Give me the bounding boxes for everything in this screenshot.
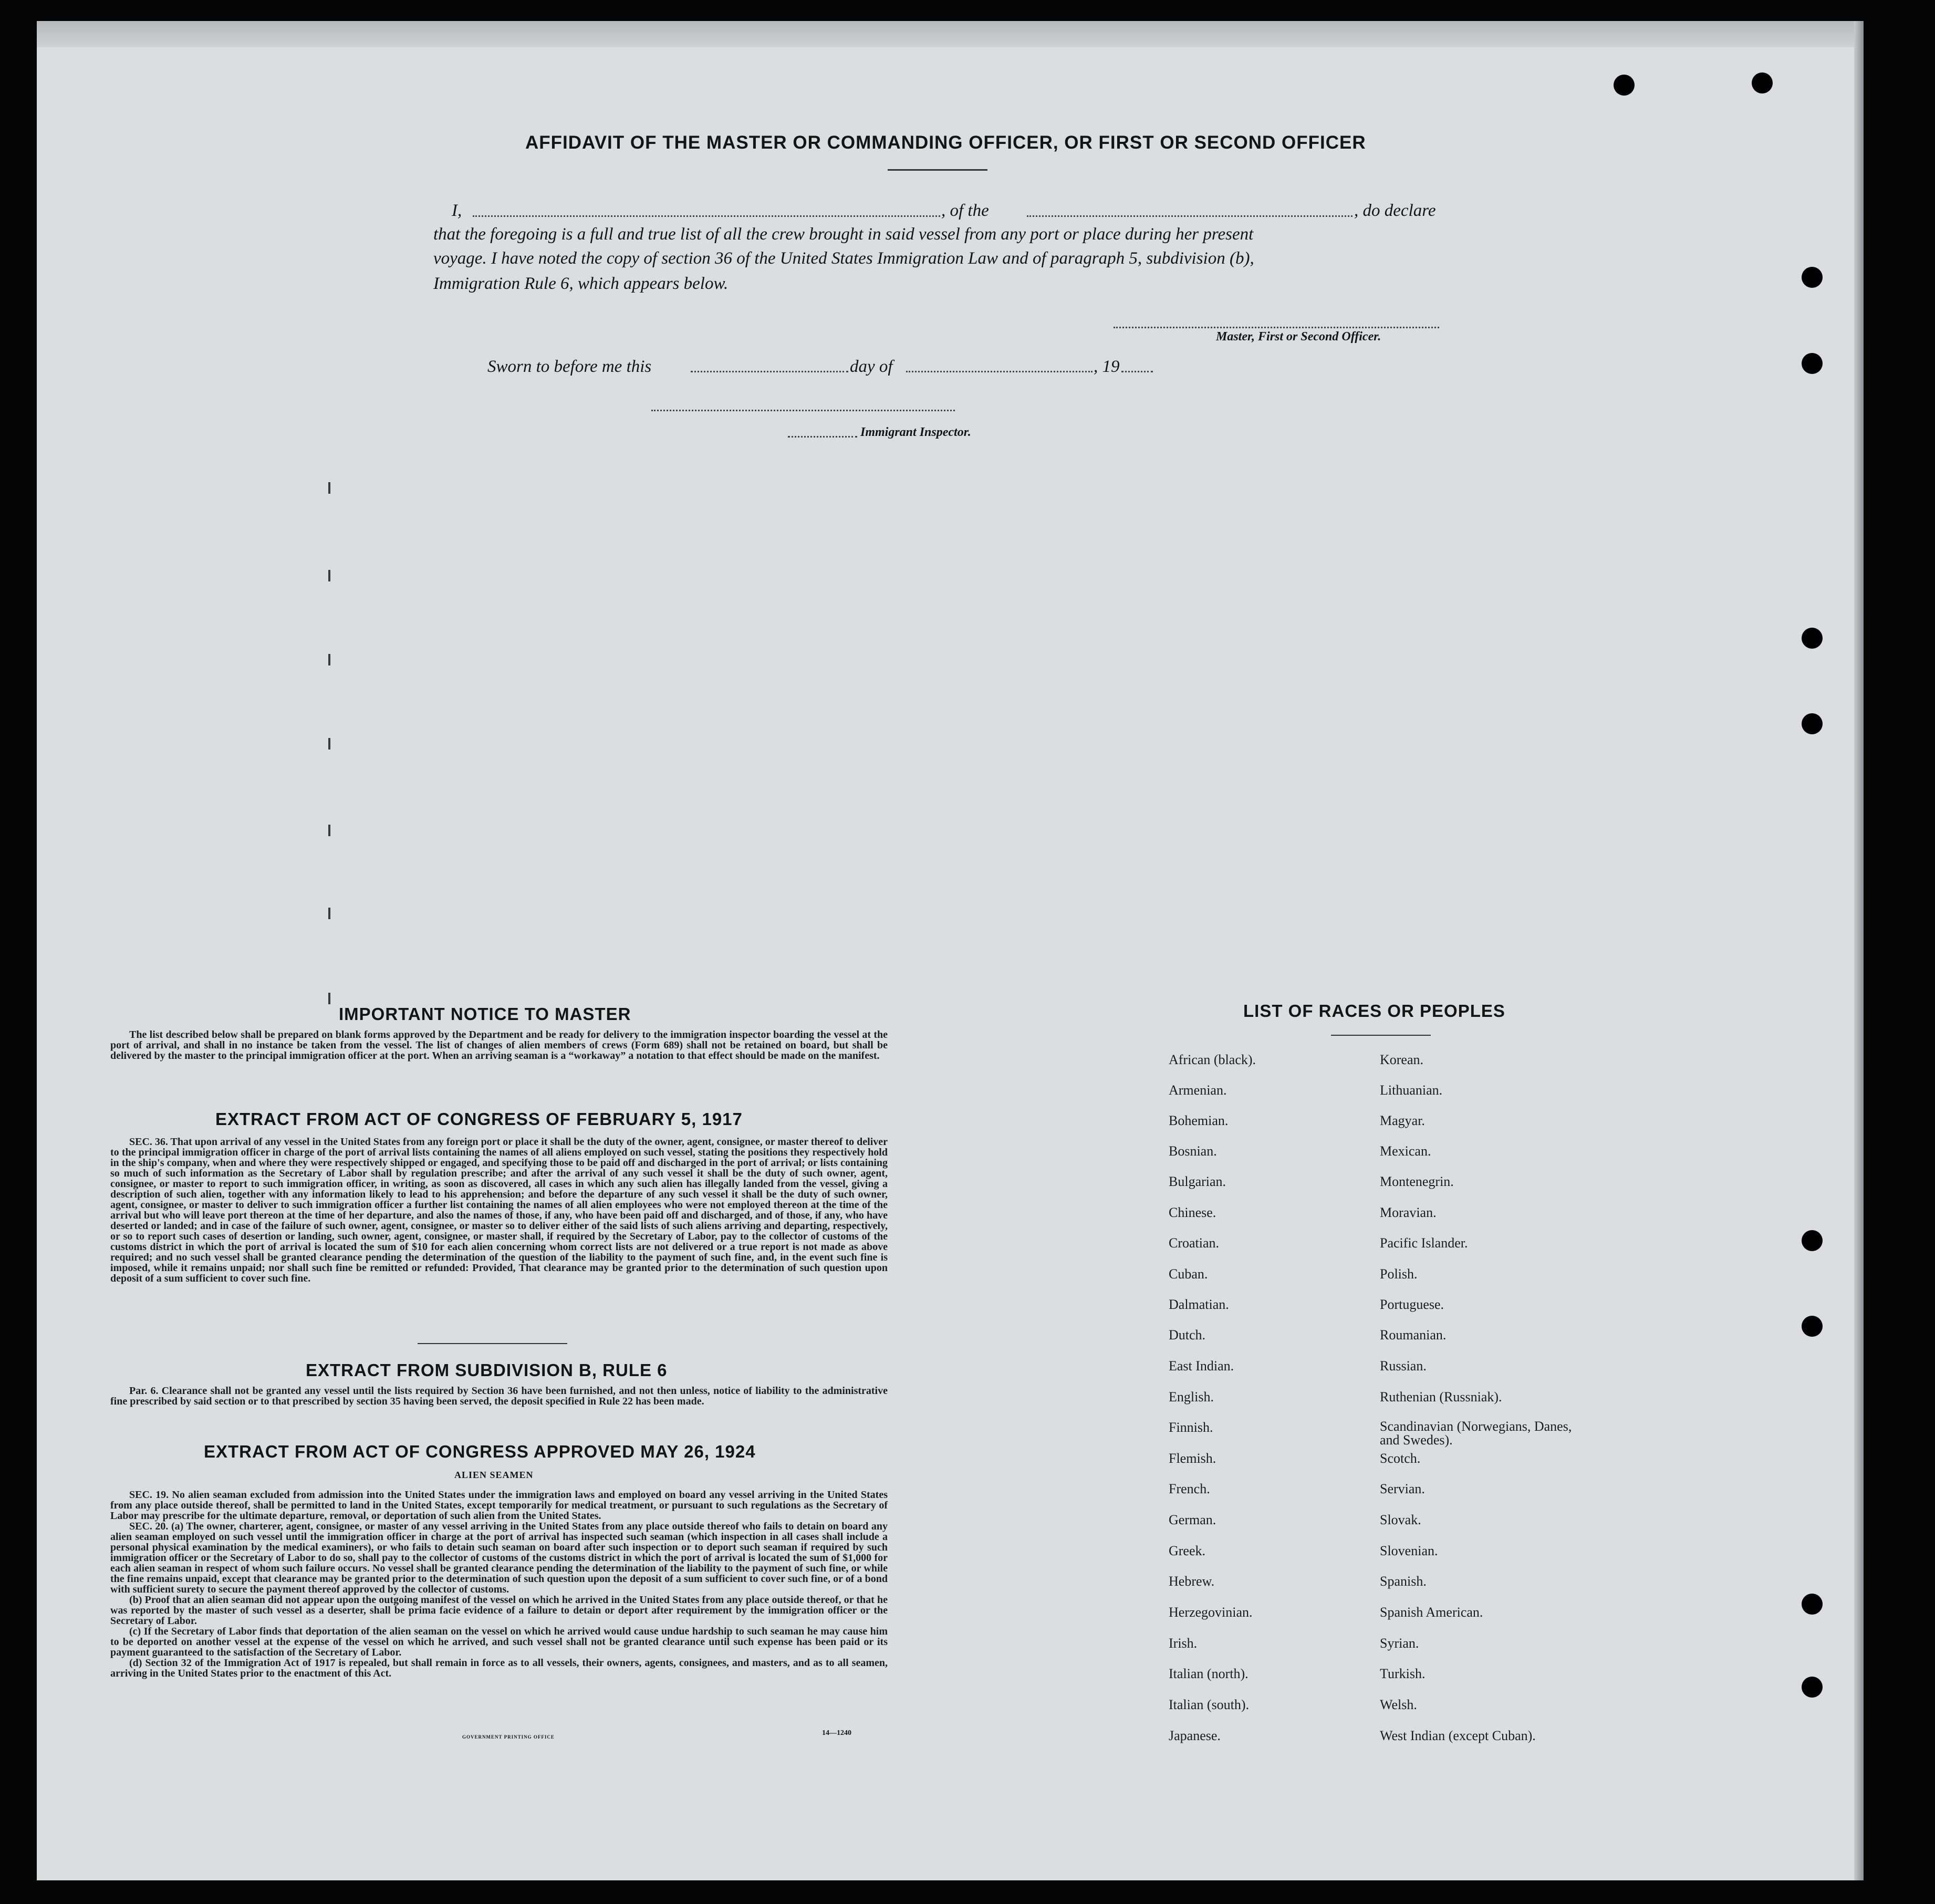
punch-hole xyxy=(1802,1677,1823,1698)
race-item-left: Italian (north). xyxy=(1169,1666,1249,1681)
race-item-right: Slovak. xyxy=(1380,1512,1421,1527)
races-divider xyxy=(1331,1035,1431,1036)
sworn-text: Sworn to before me this xyxy=(487,357,652,376)
printer-imprint: GOVERNMENT PRINTING OFFICE xyxy=(462,1734,555,1740)
year-text: , 19 xyxy=(1094,357,1120,376)
race-item-right: Scotch. xyxy=(1380,1451,1421,1466)
punch-hole xyxy=(1802,1316,1823,1337)
sec-19-paragraph: SEC. 19. No alien seaman excluded from admission into the United States under the immigration laws and employed on board any vessel arriving in the United States from any place outside thereof, shall be permitted to land in the United States, except temporarily for medical treatment, or pursuant to such regulations as the Secretary of Labor may prescribe for the ultimate departure, removal, or deportation of such alien from the United States. xyxy=(110,1489,888,1522)
affidavit-line-2: that the foregoing is a full and true list of all the crew brought in said vessel from any port or place during her present xyxy=(433,225,1254,244)
race-item-right: Welsh. xyxy=(1380,1697,1417,1712)
race-item-right: Slovenian. xyxy=(1380,1543,1438,1558)
race-item-left: Hebrew. xyxy=(1169,1574,1215,1589)
affidavit-line-3: voyage. I have noted the copy of section 36 of the United States Immigration Law and of paragraph 5, subdivision (b), xyxy=(433,249,1254,268)
races-title: LIST OF RACES OR PEOPLES xyxy=(1243,1001,1505,1021)
race-item-left: Bulgarian. xyxy=(1169,1174,1226,1189)
name-blank xyxy=(473,215,940,217)
ruling-tick xyxy=(328,825,330,836)
race-item-right: Scandinavian (Norwegians, Danes, and Swedes). xyxy=(1380,1419,1572,1448)
sec-20d-paragraph: (d) Section 32 of the Immigration Act of 1917 is repealed, but shall remain in force as to all vessels, their owners, agents, consignees, and masters, and as to all seamen, arriving in the United States prior to the enactment of this Act. xyxy=(110,1657,888,1679)
ruling-tick xyxy=(328,654,330,665)
punch-hole xyxy=(1802,1594,1823,1615)
race-item-right: West Indian (except Cuban). xyxy=(1380,1728,1536,1743)
inspector-lead-line xyxy=(788,436,857,438)
race-item-left: Finnish. xyxy=(1169,1420,1213,1435)
race-item-right: Montenegrin. xyxy=(1380,1174,1454,1189)
race-item-left: German. xyxy=(1169,1512,1216,1527)
rule6-title: EXTRACT FROM SUBDIVISION B, RULE 6 xyxy=(306,1360,668,1380)
race-item-left: Chinese. xyxy=(1169,1205,1216,1220)
year-blank xyxy=(1121,371,1153,372)
race-item-left: Bosnian. xyxy=(1169,1143,1217,1159)
master-caption: Master, First or Second Officer. xyxy=(1216,330,1381,344)
race-item-right: Magyar. xyxy=(1380,1113,1425,1128)
punch-hole xyxy=(1802,267,1823,288)
inspector-signature-line xyxy=(651,410,955,411)
race-item-left: African (black). xyxy=(1169,1052,1256,1067)
affidavit-declare: , do declare xyxy=(1354,201,1436,220)
punch-hole xyxy=(1802,353,1823,374)
affidavit-of-the: , of the xyxy=(941,201,989,220)
affidavit-line-4: Immigration Rule 6, which appears below. xyxy=(433,274,729,293)
affidavit-i: I, xyxy=(452,201,462,220)
race-item-left: Herzegovinian. xyxy=(1169,1605,1253,1620)
extract-1917-text: SEC. 36. That upon arrival of any vessel in the United States from any foreign port or place it shall be the duty of the owner, agent, consignee, or master thereof to deliver to the principal immigration officer in charge of the port of arrival lists containing the names of all aliens employed on such vessel, stating the positions they respectively hold in the ship's company, when and where they were respectively shipped or engaged, and specifying those to be paid off and discharged in the port of arrival; or lists containing so much of such information as the Secretary of Labor shall by regulation prescribe; and after the arrival of any such vessel it shall be the duty of such owner, agent, consignee, or master to report to such immigration officer, in writing, as soon as discovered, all cases in which any such alien has illegally landed from the vessel, giving a description of such alien, together with any information likely to lead to his apprehension; and before the departure of any such vessel it shall be the duty of such owner, agent, consignee, or master to deliver to such immigration officer a further list containing the names of all alien employees who were not employed thereon at the time of the arrival but who will leave port thereon at the time of her departure, and also the names of those, if any, who have been paid off and discharged, and of those, if any, who have deserted or landed; and in case of the failure of such owner, agent, consignee, or master so to deliver either of the said lists of such aliens arriving and departing, respectively, or so to report such cases of desertion or landing, such owner, agent, consignee, or master shall, if required by the Secretary of Labor, pay to the collector of customs of the customs district in which the port of arrival is located the sum of $10 for each alien concerning whom correct lists are not delivered or a true report is not made as above required; and no such vessel shall be granted clearance pending the determination of the question of the liability to the payment of such fine, and, in the event such fine is imposed, while it remains unpaid; nor shall such fine be remitted or refunded: Provided, That clearance may be granted prior to the determination of such question upon deposit of a sum sufficient to cover such fine. xyxy=(110,1136,888,1284)
race-item-left: Dutch. xyxy=(1169,1327,1206,1343)
alien-seamen-subtitle: ALIEN SEAMEN xyxy=(454,1470,534,1480)
punch-hole xyxy=(1752,72,1773,93)
race-item-right: Ruthenian (Russniak). xyxy=(1380,1389,1502,1404)
race-item-left: Flemish. xyxy=(1169,1451,1216,1466)
race-item-right: Russian. xyxy=(1380,1358,1427,1374)
punch-hole xyxy=(1614,75,1635,96)
race-item-right: Mexican. xyxy=(1380,1143,1431,1159)
ruling-tick xyxy=(328,908,330,919)
day-blank xyxy=(691,371,848,372)
punch-hole xyxy=(1802,628,1823,649)
race-item-left: Italian (south). xyxy=(1169,1697,1250,1712)
race-item-right: Korean. xyxy=(1380,1052,1424,1067)
day-of-text: day of xyxy=(850,357,893,376)
inspector-caption: Immigrant Inspector. xyxy=(860,425,971,439)
extract-1917-title: EXTRACT FROM ACT OF CONGRESS OF FEBRUARY 5, 1917 xyxy=(215,1109,743,1129)
race-item-left: Bohemian. xyxy=(1169,1113,1229,1128)
race-item-left: Irish. xyxy=(1169,1636,1198,1651)
race-item-right: Roumanian. xyxy=(1380,1327,1447,1343)
race-item-left: East Indian. xyxy=(1169,1358,1234,1374)
race-item-right: Portuguese. xyxy=(1380,1297,1444,1312)
ruling-tick xyxy=(328,570,330,581)
race-item-left: Dalmatian. xyxy=(1169,1297,1229,1312)
punch-hole xyxy=(1802,713,1823,734)
sheet-right-edge xyxy=(1854,21,1864,1880)
vessel-blank xyxy=(1027,215,1353,217)
month-blank xyxy=(906,371,1093,372)
notice-text: The list described below shall be prepared on blank forms approved by the Department and be ready for delivery to the immigration inspector boarding the vessel at the port of arrival, and shall in no instance be taken from the vessel. The list of changes of alien members of crews (Form 689) shall not be retained on board, but shall be delivered by the master to the principal immigration officer at the port. When an arriving seaman is a “workaway” a notation to that effect should be made on the manifest. xyxy=(110,1029,888,1062)
race-item-left: Croatian. xyxy=(1169,1235,1220,1251)
race-item-right: Syrian. xyxy=(1380,1636,1419,1651)
ruling-tick xyxy=(328,993,330,1004)
race-item-left: Armenian. xyxy=(1169,1083,1227,1098)
race-item-right: Pacific Islander. xyxy=(1380,1235,1468,1251)
race-item-right: Moravian. xyxy=(1380,1205,1437,1220)
notice-title: IMPORTANT NOTICE TO MASTER xyxy=(339,1004,631,1024)
extract-1924-text xyxy=(110,1490,888,1679)
form-number: 14—1240 xyxy=(822,1729,851,1737)
race-item-right: Turkish. xyxy=(1380,1666,1426,1681)
master-signature-line xyxy=(1114,327,1439,328)
race-item-left: Cuban. xyxy=(1169,1266,1208,1282)
sec-20b-paragraph: (b) Proof that an alien seaman did not appear upon the outgoing manifest of the vessel on which he arrived in the United States from any place outside thereof, or that he was reported by the master of such vessel as a deserter, shall be prima facie evidence of a failure to detain or deport after requirement by the immigration officer or the Secretary of Labor. xyxy=(110,1594,888,1627)
race-item-left: Japanese. xyxy=(1169,1728,1221,1743)
ruling-tick xyxy=(328,738,330,750)
race-item-right: Spanish American. xyxy=(1380,1605,1483,1620)
affidavit-title: AFFIDAVIT OF THE MASTER OR COMMANDING OFFICER, OR FIRST OR SECOND OFFICER xyxy=(525,132,1366,153)
race-item-right: Servian. xyxy=(1380,1481,1425,1496)
title-divider xyxy=(888,169,987,171)
sec-20c-paragraph: (c) If the Secretary of Labor finds that deportation of the alien seaman on the vessel on which he arrived would cause undue hardship to such seaman he may cause him to be deported on another vessel at the expense of the vessel on which he arrived, and such vessel shall not be granted clearance until such expense has been paid or its payment guaranteed to the satisfaction of the Secretary of Labor. xyxy=(110,1626,888,1658)
extract-1924-title: EXTRACT FROM ACT OF CONGRESS APPROVED MAY 26, 1924 xyxy=(204,1442,756,1461)
race-item-left: Greek. xyxy=(1169,1543,1206,1558)
section-divider xyxy=(418,1343,567,1344)
race-item-left: English. xyxy=(1169,1389,1214,1404)
race-item-right: Spanish. xyxy=(1380,1574,1427,1589)
rule6-text: Par. 6. Clearance shall not be granted any vessel until the lists required by Section 36 have been furnished, and not then unless, notice of liability to the administrative fine prescribed by said section or to that prescribed by section 35 having been served, the deposit specified in Rule 22 has been made. xyxy=(110,1385,888,1407)
punch-hole xyxy=(1802,1230,1823,1251)
race-item-right: Polish. xyxy=(1380,1266,1418,1282)
race-item-left: French. xyxy=(1169,1481,1210,1496)
ruling-tick xyxy=(328,482,330,494)
race-item-right: Lithuanian. xyxy=(1380,1083,1443,1098)
sec-20a-paragraph: SEC. 20. (a) The owner, charterer, agent, consignee, or master of any vessel arriving in the United States from any place outside thereof who fails to detain on board any alien seaman employed on such vessel until the immigration officer in charge at the port of arrival has inspected such seaman (which inspection in all cases shall include a personal physical examination by the medical examiners), or who fails to detain such seaman on board after such inspection or to deport such seaman if required by such immigration officer or the Secretary of Labor to do so, shall pay to the collector of customs of the customs district in which the port of arrival is located the sum of $1,000 for each alien seaman in respect of whom such failure occurs. No vessel shall be granted clearance pending the determination of the liability to the payment of such fine, or while the fine remains unpaid, except that clearance may be granted prior to the determination of such question upon the deposit of a sum sufficient to cover such fine, or of a bond with sufficient surety to secure the payment thereof approved by the collector of customs. xyxy=(110,1521,888,1595)
